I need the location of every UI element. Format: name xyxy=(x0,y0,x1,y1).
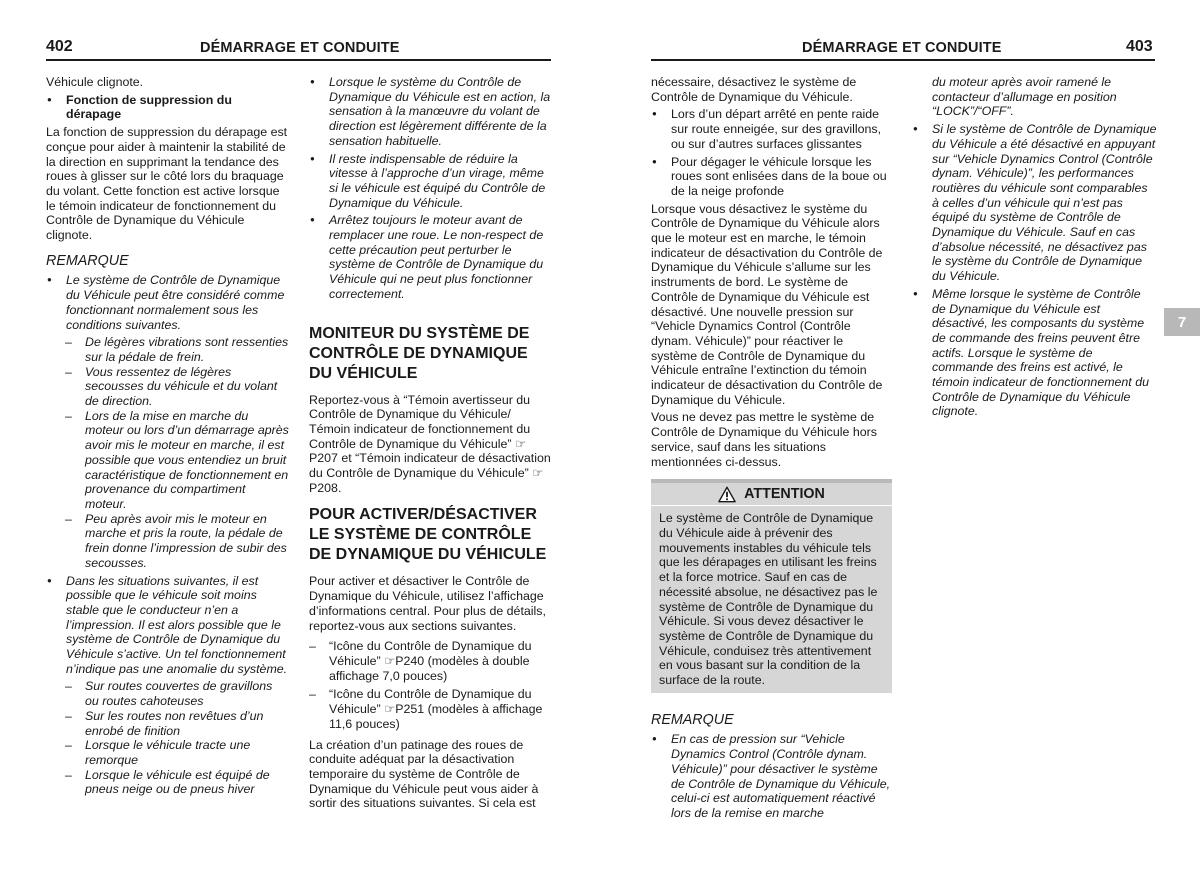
col3-bullet: ● Lors d’un départ arrêté en pente raide sur route enneigée, sur des gravillons, ou sur d’autres surfaces glissantes xyxy=(651,107,892,151)
list-item: – Sur routes couvertes de gravillons ou routes cahoteuses xyxy=(65,679,289,708)
page-number-right: 403 xyxy=(1126,38,1153,55)
left-column-2 xyxy=(309,75,551,814)
header-rule-right xyxy=(651,59,1155,61)
col3-paragraph-1: Lorsque vous désactivez le système du Contrôle de Dynamique du Véhicule alors que le moteur est en marche, le témoin indicateur de désactivation du Contrôle de Dynamique du Véhicule s’allume sur les instruments de bord. Le système de Contrôle de Dynamique du Véhicule est désactivé. Une nouvelle pression sur “Vehicle Dynamics Control (Contrôle dynam. Véhicule)” pour réactiver le système de Contrôle de Dynamique du Véhicule entraîne l’extinction du témoin indicateur de désactivation du Contrôle de Dynamique du Véhicule. xyxy=(651,201,883,407)
section-monitor-paragraph: Reportez-vous à “Témoin avertisseur du Contrôle de Dynamique du Véhicule/ Témoin indicateur de fonctionnement du Contrôle de Dynamique du Véhicule” ☞P207 et “Témoin indicateur de désactivation du Contrôle de Dynamique du Véhicule” ☞P208. xyxy=(309,392,551,495)
section-title-monitor: MONITEUR DU SYSTÈME DE CONTRÔLE DE DYNAMIQUE DU VÉHICULE xyxy=(309,324,530,382)
list-item: – Peu après avoir mis le moteur en marche et pris la route, la pédale de frein donne l’impression de subir des secousses. xyxy=(65,512,289,571)
warning-triangle-icon xyxy=(718,486,736,503)
list-item: – De légères vibrations sont ressenties sur la pédale de frein. xyxy=(65,335,289,364)
warning-text: Le système de Contrôle de Dynamique du Véhicule aide à prévenir des mouvements instables du véhicule tels que les dérapages en utilisant les freins et la force motrice. Sauf en cas de nécessité absolue, ne désactivez pas le système de Contrôle de Dynamique du Véhicule. Si vous devez désactiver le système de Contrôle de Dynamique du Véhicule, conduisez très attentivement en vous basant sur la condition de la surface de la route. xyxy=(659,511,878,688)
chapter-tab: 7 xyxy=(1164,308,1200,336)
header-rule-left xyxy=(46,59,551,61)
col4-bullet: ● Même lorsque le système de Contrôle de Dynamique du Véhicule est désactivé, les composants du système de commande des freins peuvent être actifs. Lorsque le système de commande des freins est activé, le témoin indicateur de fonctionnement du Contrôle de Dynamique du Véhicule clignote. xyxy=(912,287,1157,419)
right-column-1 xyxy=(651,75,892,824)
col3-paragraph-2: Vous ne devez pas mettre le système de Contrôle de Dynamique du Véhicule hors service, sauf dans les situations mentionnées ci-dessus. xyxy=(651,410,877,469)
warning-box xyxy=(651,479,892,692)
col1-intro: Véhicule clignote. xyxy=(46,75,144,89)
list-item: – Vous ressentez de légères secousses du véhicule et du volant de direction. xyxy=(65,365,289,409)
page-header-left: DÉMARRAGE ET CONDUITE xyxy=(200,40,400,56)
list-item: – Lorsque le véhicule est équipé de pneus neige ou de pneus hiver xyxy=(65,768,289,797)
list-item: – Lors de la mise en marche du moteur ou lors d’un démarrage après avoir mis le moteur en marche, il est possible que vous entendiez un bruit caractéristique de fonctionnement en provenance du compartiment moteur. xyxy=(65,409,289,512)
list-item: – Lorsque le véhicule tracte une remorque xyxy=(65,738,289,767)
col2-bullet: ● Il reste indispensable de réduire la vitesse à l’approche d’un virage, même si le véhicule est équipé du Contrôle de Dynamique du Véhicule. xyxy=(309,152,551,211)
section-activate-paragraph: Pour activer et désactiver le Contrôle de Dynamique du Véhicule, utilisez l’affichage d’informations central. Pour plus de détails, reportez-vous aux sections suivantes. xyxy=(309,574,546,633)
col3-remark-title: REMARQUE xyxy=(651,711,734,728)
left-column-1 xyxy=(46,75,289,797)
col4-intro: du moteur après avoir ramené le contacteur d’allumage en position “LOCK”/“OFF”. xyxy=(932,75,1117,119)
col2-bullet: ● Arrêtez toujours le moteur avant de remplacer une roue. Le non-respect de cette précaution peut perturber le système de Contrôle de Dynamique du Véhicule qui ne peut plus fonctionner correctement. xyxy=(309,213,551,301)
section-activate-paragraph-2: La création d’un patinage des roues de conduite adéquat par la désactivation temporaire du système de Contrôle de Dynamique du Véhicule peut vous aider à sortir des situations suivantes. Si cela est xyxy=(309,737,539,811)
list-item: – Sur les routes non revêtues d’un enrobé de finition xyxy=(65,709,289,738)
page-number-left: 402 xyxy=(46,38,73,55)
col4-bullet: ● Si le système de Contrôle de Dynamique du Véhicule a été désactivé en appuyant sur “Vehicle Dynamics Control (Contrôle dynam. Véhicule)”, les performances routières du véhicule sont comparables à celles d’un véhicule qui n’est pas équipé du système de Contrôle de Dynamique du Véhicule. Sauf en cas d’absolue nécessité, ne désactivez pas le système du Contrôle de Dynamique du Véhicule. xyxy=(912,122,1157,284)
list-item: – “Icône du Contrôle de Dynamique du Véhicule” ☞P251 (modèles à affichage 11,6 pouces) xyxy=(309,687,551,731)
section-title-activate: POUR ACTIVER/DÉSACTIVER LE SYSTÈME DE CONTRÔLE DE DYNAMIQUE DU VÉHICULE xyxy=(309,506,547,564)
right-column-2 xyxy=(912,75,1157,422)
col1-remark-sublist-2 xyxy=(46,679,289,797)
col3-remark-bullet: ● En cas de pression sur “Vehicle Dynamics Control (Contrôle dynam. Véhicule)” pour désactiver le système de Contrôle de Dynamique du Véhicule, celui-ci est automatiquement réactivé lors de la remise en marche xyxy=(651,732,892,820)
col1-remark-bullet-2: ● Dans les situations suivantes, il est possible que le véhicule soit moins stable que le conducteur n’en a l’impression. Il est alors possible que le système de Contrôle de Dynamique du Véhicule s’active. Un tel fonctionnement n’indique pas une anomalie du système. xyxy=(46,574,289,677)
col1-heading: ● Fonction de suppression du dérapage xyxy=(46,93,289,122)
col1-paragraph: La fonction de suppression du dérapage est conçue pour aider à maintenir la stabilité de la direction en supprimant la tendance des roues à glisser sur le côté lors du braquage du volant. Cette fonction est active lorsque le témoin indicateur de fonctionnement du Contrôle de Dynamique du Véhicule clignote. xyxy=(46,125,288,243)
list-item: – “Icône du Contrôle de Dynamique du Véhicule” ☞P240 (modèles à double affichage 7,0 pouces) xyxy=(309,639,551,683)
col1-remark-title: REMARQUE xyxy=(46,252,129,269)
warning-title: ATTENTION xyxy=(744,485,825,502)
col2-bullet: ● Lorsque le système du Contrôle de Dynamique du Véhicule est en action, la sensation à la manœuvre du volant de direction est légèrement différente de la sensation habituelle. xyxy=(309,75,551,149)
warning-header xyxy=(651,483,892,506)
col1-remark-sublist-1 xyxy=(46,335,289,570)
col3-intro: nécessaire, désactivez le système de Contrôle de Dynamique du Véhicule. xyxy=(651,75,857,104)
col1-remark-bullet-1: ● Le système de Contrôle de Dynamique du Véhicule peut être considéré comme fonctionnant normalement sous les conditions suivantes. xyxy=(46,273,289,332)
page-header-right: DÉMARRAGE ET CONDUITE xyxy=(802,40,1002,56)
col3-bullet: ● Pour dégager le véhicule lorsque les roues sont enlisées dans de la boue ou de la neige profonde xyxy=(651,155,892,199)
